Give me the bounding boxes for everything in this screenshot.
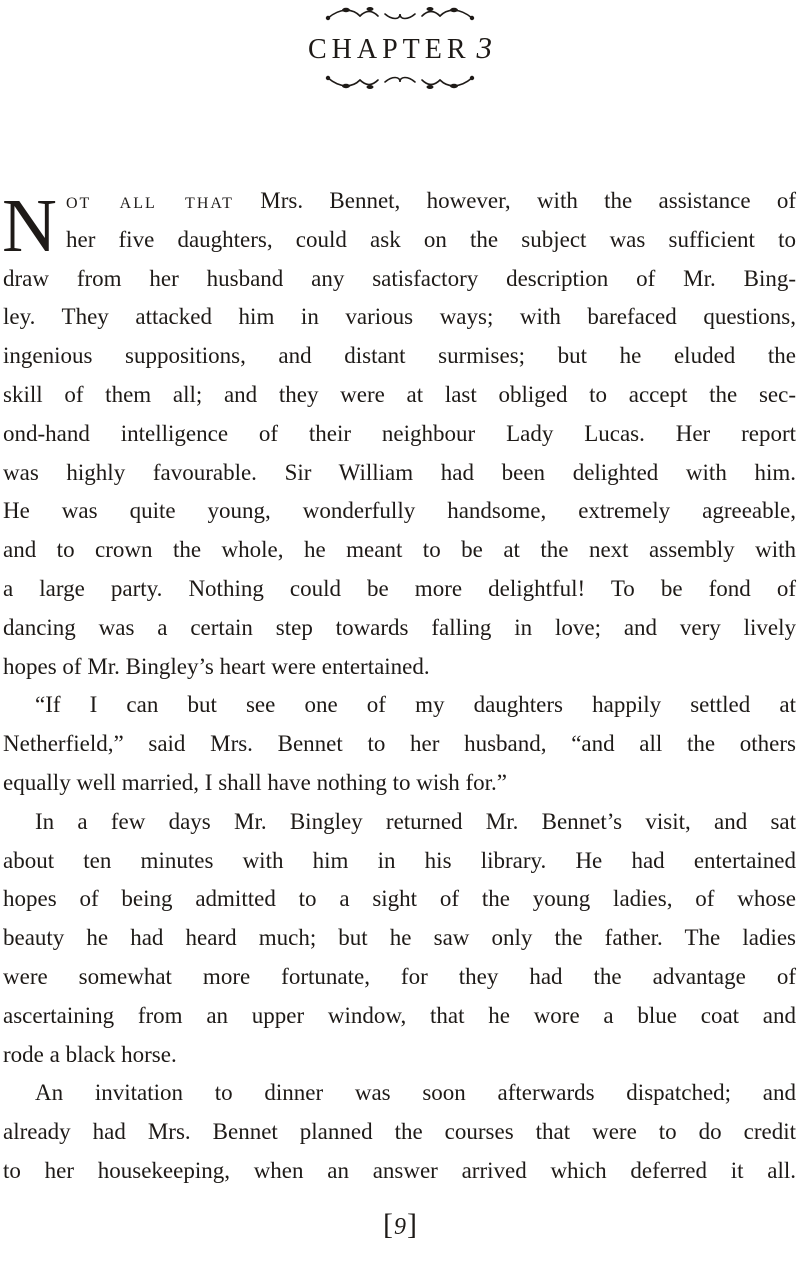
- text-line: beauty he had heard much; but he saw only the father. The ladies: [3, 925, 796, 951]
- text-line: hopes of being admitted to a sight of the young ladies, of whose: [3, 886, 796, 912]
- text-line: An invitation to dinner was soon afterwards dispatched; and: [35, 1080, 796, 1106]
- text-line: rode a black horse.: [3, 1041, 177, 1067]
- left-bracket-glyph: [: [383, 1208, 393, 1241]
- chapter-heading: [0, 30, 800, 66]
- text-line: equally well married, I shall have nothing to wish for.”: [3, 769, 507, 795]
- line-text: Mrs. Bennet, however, with the assistance of: [233, 188, 797, 213]
- text-line: ley. They attacked him in various ways; with barefaced questions,: [3, 304, 796, 330]
- text-line: draw from her husband any satisfactory description of Mr. Bing-: [3, 265, 796, 291]
- text-line: ond-hand intelligence of their neighbour Lady Lucas. Her report: [3, 420, 796, 446]
- text-line: “If I can but see one of my daughters happily settled at: [35, 692, 796, 718]
- text-line: to her housekeeping, when an answer arrived which deferred it all.: [3, 1157, 796, 1183]
- page-number: [0, 1208, 800, 1242]
- text-line: In a few days Mr. Bingley returned Mr. Bennet’s visit, and sat: [35, 808, 796, 834]
- text-line: a large party. Nothing could be more delightful! To be fond of: [3, 575, 796, 601]
- text-line: skill of them all; and they were at last obliged to accept the sec-: [3, 381, 796, 407]
- text-line: were somewhat more fortunate, for they had the advantage of: [3, 963, 796, 989]
- text-line: already had Mrs. Bennet planned the courses that were to do credit: [3, 1119, 796, 1145]
- text-line: hopes of Mr. Bingley’s heart were entertained.: [3, 653, 430, 679]
- text-line: ingenious suppositions, and distant surmises; but he eluded the: [3, 343, 796, 369]
- bottom-ornament: [300, 72, 500, 94]
- text-line: her five daughters, could ask on the subject was sufficient to: [66, 226, 796, 252]
- text-line: and to crown the whole, he meant to be at the next assembly with: [3, 537, 796, 563]
- text-line: Netherfield,” said Mrs. Bennet to her husband, “and all the others: [3, 731, 796, 757]
- text-line: about ten minutes with him in his library. He had entertained: [3, 847, 796, 873]
- top-ornament: [300, 2, 500, 24]
- right-bracket-glyph: ]: [407, 1208, 417, 1241]
- chapter-label: CHAPTER: [307, 34, 471, 65]
- drop-cap: N: [2, 184, 57, 268]
- text-line: was highly favourable. Sir William had been delighted with him.: [3, 459, 796, 485]
- body-text: [3, 182, 796, 1191]
- lead-in: ot all that: [66, 188, 234, 213]
- chapter-number: 3: [476, 30, 493, 65]
- text-line: He was quite young, wonderfully handsome, extremely agreeable,: [3, 498, 796, 524]
- text-line: ascertaining from an upper window, that he wore a blue coat and: [3, 1002, 796, 1028]
- page-number-value: 9: [394, 1214, 406, 1240]
- text-line: [3, 182, 796, 221]
- text-line: dancing was a certain step towards falling in love; and very lively: [3, 614, 796, 640]
